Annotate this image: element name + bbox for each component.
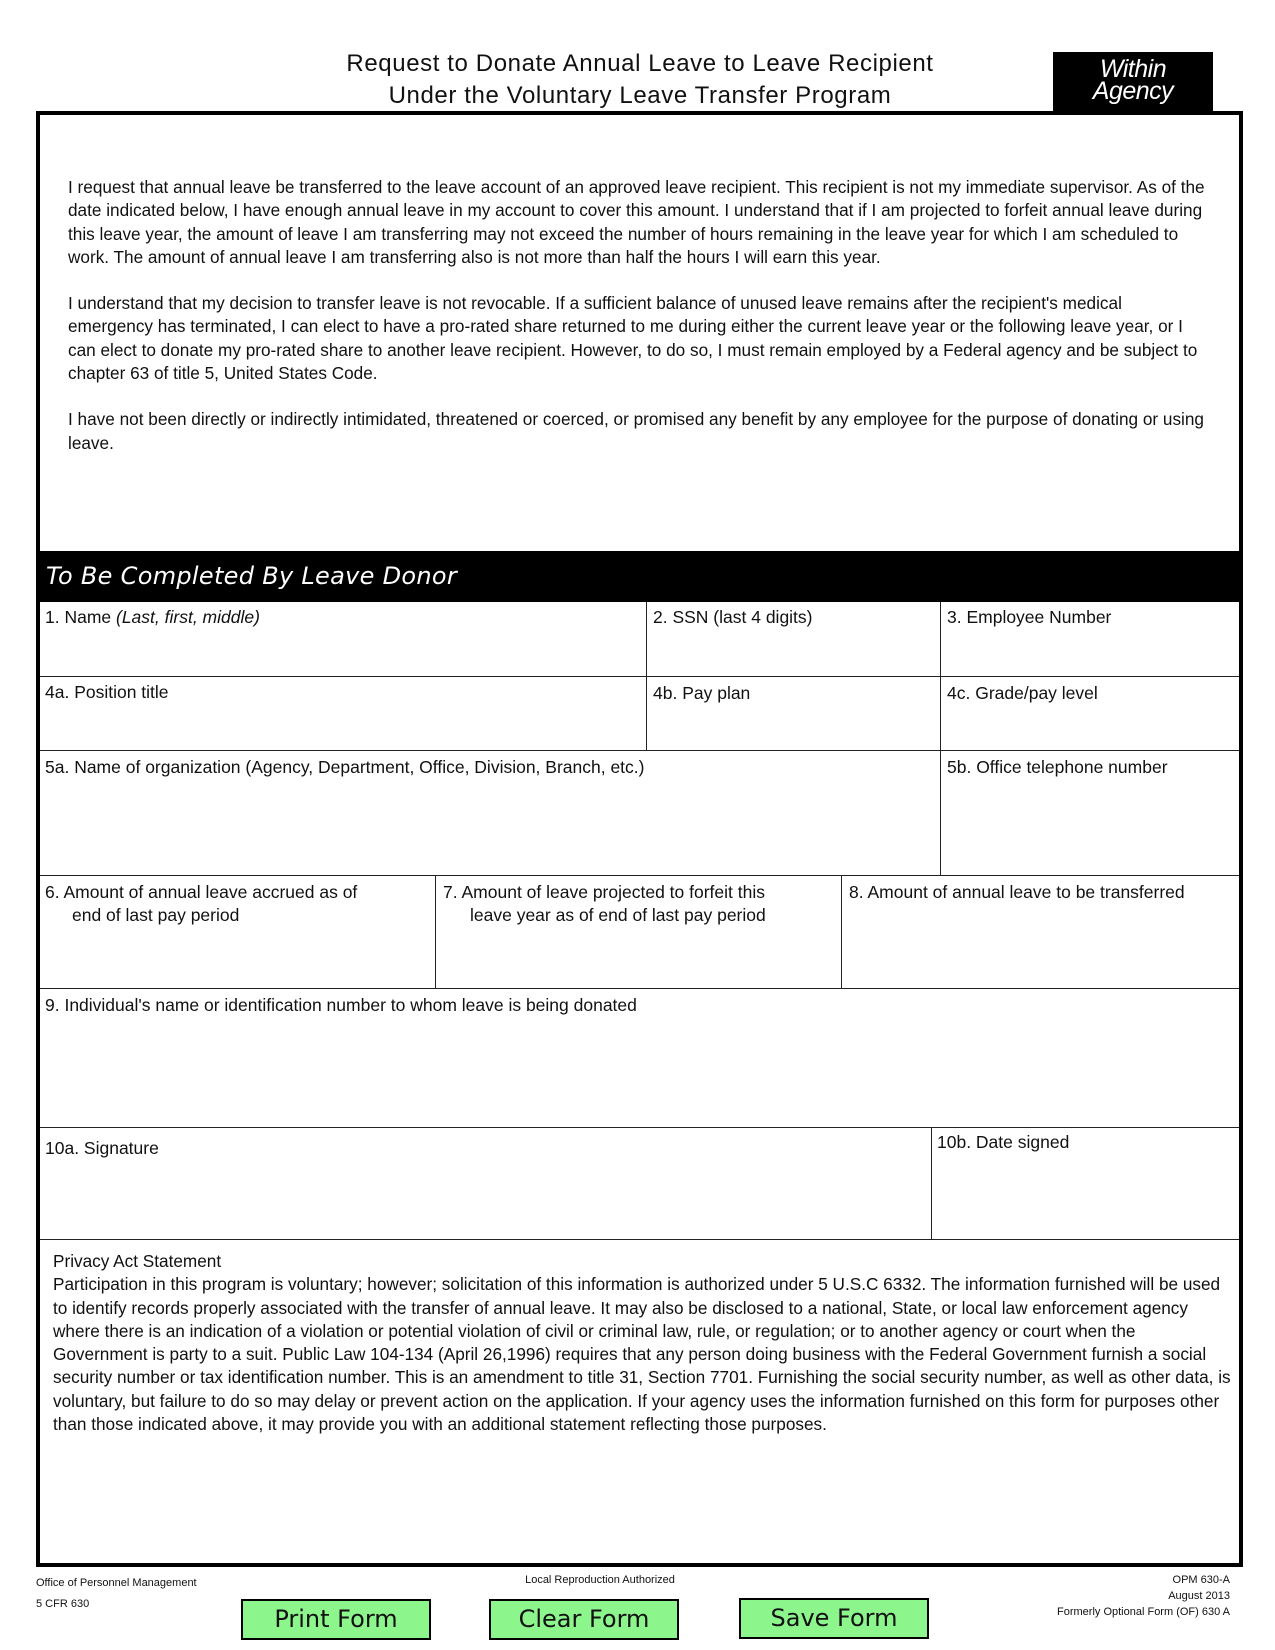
- col-divider-2: [940, 602, 941, 875]
- grade-pay-level-label: 4c. Grade/pay level: [947, 683, 1098, 703]
- employee-number-input[interactable]: [947, 636, 1232, 670]
- row-divider-3: [40, 875, 1239, 876]
- col-divider-4: [841, 875, 842, 988]
- privacy-act-statement: [53, 1250, 1233, 1436]
- formerly-form: Formerly Optional Form (OF) 630 A: [1057, 1606, 1230, 1618]
- position-title-label: 4a. Position title: [45, 682, 169, 702]
- privacy-heading: Privacy Act Statement: [53, 1251, 222, 1271]
- form-title: [250, 48, 1030, 112]
- pay-plan-label: 4b. Pay plan: [653, 683, 751, 703]
- col-divider-5: [931, 1127, 932, 1239]
- agency-name: Office of Personnel Management: [36, 1577, 197, 1589]
- row-divider-6: [40, 1239, 1239, 1240]
- office-telephone-label: 5b. Office telephone number: [947, 757, 1168, 777]
- recipient-input[interactable]: [45, 1040, 1230, 1076]
- intro-paragraph-2: I understand that my decision to transfer leave is not revocable. If a sufficient balance of unused leave remains after the recipient's medical emergency has terminated, I can elect to have a pro-rated share returned to me during either the current leave year or the following leave year, or I can elect to donate my pro-rated share to another leave recipient. However, to do so, I must remain employed by a Federal agency and be subject to chapter 63 of title 5, United States Code.: [68, 293, 1198, 384]
- name-input[interactable]: [45, 636, 640, 670]
- section-heading: To Be Completed By Leave Donor: [40, 551, 1239, 602]
- signature-area[interactable]: [45, 1170, 925, 1230]
- field-1-label: [45, 606, 260, 629]
- save-form-button[interactable]: Save Form: [739, 1598, 929, 1639]
- leave-projected-forfeit-input[interactable]: [443, 945, 833, 979]
- grade-pay-level-input[interactable]: [947, 710, 1232, 744]
- date-signed-label: 10b. Date signed: [937, 1132, 1070, 1152]
- badge-line-2: Agency: [1092, 77, 1174, 105]
- date-signed-input[interactable]: [937, 1175, 1232, 1209]
- ssn-input[interactable]: [653, 636, 933, 670]
- name-hint: (Last, first, middle): [116, 607, 260, 627]
- signature-label: 10a. Signature: [45, 1138, 159, 1158]
- employee-number-label: 3. Employee Number: [947, 607, 1112, 627]
- annual-leave-accrued-input[interactable]: [45, 945, 430, 979]
- pay-plan-input[interactable]: [653, 710, 933, 744]
- cfr-reference: 5 CFR 630: [36, 1598, 90, 1610]
- col-divider-3: [435, 875, 436, 988]
- row-divider-5: [40, 1127, 1239, 1128]
- annual-leave-accrued-label: [45, 881, 357, 927]
- position-title-input[interactable]: [45, 710, 640, 744]
- col-divider-1: [646, 602, 647, 750]
- name-label: 1. Name: [45, 607, 116, 627]
- organization-input[interactable]: [45, 790, 933, 824]
- intro-text: [68, 176, 1208, 478]
- ssn-label: 2. SSN (last 4 digits): [653, 607, 813, 627]
- clear-form-button[interactable]: Clear Form: [489, 1599, 679, 1640]
- form-number: OPM 630-A: [1172, 1574, 1230, 1586]
- privacy-body: Participation in this program is voluntary; however; solicitation of this information is authorized under 5 U.S.C 6332. The information furnished will be used to identify records properly associated with the transfer of annual leave. It may also be disclosed to a national, State, or local law enforcement agency where there is an indication of a violation or potential violation of civil or criminal law, rule, or regulation; or to another agency or court when the Government is party to a suit. Public Law 104-134 (April 26,1996) requires that any person doing business with the Federal Government furnish a social security number or tax identification number. This is an amendment to title 31, Section 7701. Furnishing the social security number, as well as other data, is voluntary, but failure to do so may delay or prevent action on the application. If your agency uses the information furnished on this form for purposes other than those indicated above, it may provide you with an additional statement reflecting those purposes.: [53, 1274, 1231, 1435]
- form-date: August 2013: [1168, 1590, 1230, 1602]
- intro-paragraph-1: I request that annual leave be transferred to the leave account of an approved leave recipient. This recipient is not my immediate supervisor. As of the date indicated below, I have enough annual leave in my account to cover this amount. I understand that if I am projected to forfeit annual leave during this leave year, the amount of leave I am transferring may not exceed the number of hours remaining in the leave year for which I am scheduled to work. The amount of annual leave I am transferring also is not more than half the hours I will earn this year.: [68, 177, 1205, 267]
- title-line-1: Request to Donate Annual Leave to Leave Recipient: [346, 50, 934, 77]
- row-divider-1: [40, 676, 1239, 677]
- leave-projected-forfeit-label-line-2: leave year as of end of last pay period: [470, 905, 766, 925]
- leave-to-transfer-input[interactable]: [849, 945, 1232, 979]
- reproduction-note: Local Reproduction Authorized: [525, 1574, 675, 1586]
- row-divider-2: [40, 750, 1239, 751]
- row-divider-4: [40, 988, 1239, 989]
- leave-projected-forfeit-label: [443, 881, 766, 927]
- title-line-2: Under the Voluntary Leave Transfer Program: [388, 82, 892, 109]
- intro-paragraph-3: I have not been directly or indirectly intimidated, threatened or coerced, or promised any benefit by any employee for the purpose of donating or using leave.: [68, 409, 1204, 453]
- annual-leave-accrued-label-line-1: 6. Amount of annual leave accrued as of: [45, 882, 358, 902]
- office-telephone-input[interactable]: [947, 790, 1232, 824]
- badge-line-1: Within: [1099, 55, 1167, 83]
- print-form-button[interactable]: Print Form: [241, 1599, 431, 1640]
- leave-to-transfer-label: 8. Amount of annual leave to be transferred: [849, 882, 1185, 902]
- within-agency-badge: [1053, 52, 1213, 112]
- annual-leave-accrued-label-line-2: end of last pay period: [72, 905, 240, 925]
- leave-projected-forfeit-label-line-1: 7. Amount of leave projected to forfeit this: [443, 882, 765, 902]
- recipient-label: 9. Individual's name or identification number to whom leave is being donated: [45, 995, 637, 1015]
- organization-label: 5a. Name of organization (Agency, Department, Office, Division, Branch, etc.): [45, 757, 645, 777]
